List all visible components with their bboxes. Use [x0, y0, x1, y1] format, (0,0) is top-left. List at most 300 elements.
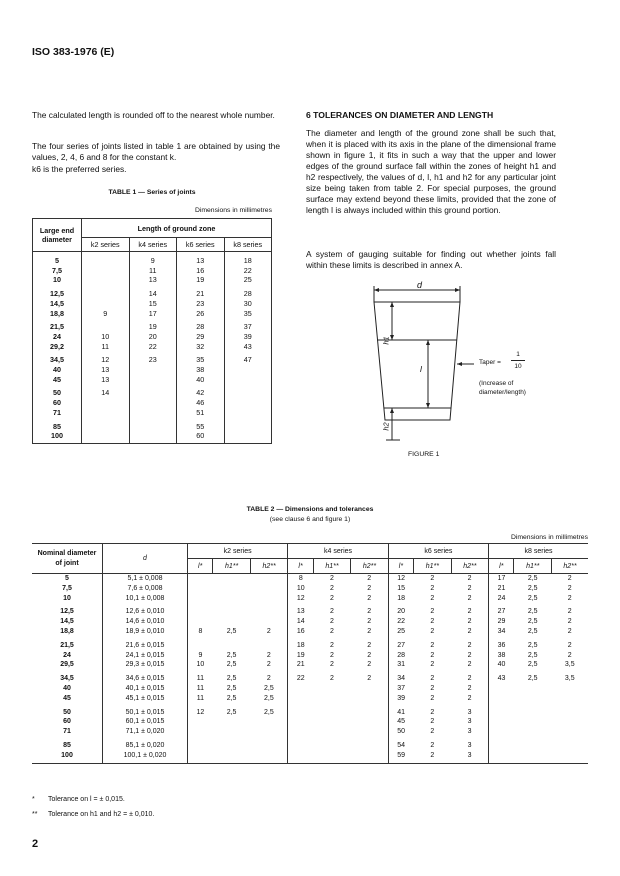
table2-cell: 9	[198, 651, 203, 659]
table2-cell	[489, 717, 514, 727]
table1-cell: 28	[177, 318, 225, 332]
table1-cell	[82, 266, 130, 276]
table2-cell: 2	[330, 594, 334, 602]
table1-cell: 32	[177, 342, 225, 352]
table1-diameter-cell: 14,5	[33, 299, 82, 309]
table2-cell	[551, 704, 588, 718]
table2-cell: 2	[430, 694, 435, 702]
table2-d-cell: 29,3 ± 0,015	[103, 660, 188, 670]
table2-d-cell: 45,1 ± 0,015	[103, 694, 188, 704]
table2-cell: 2,5	[527, 661, 538, 669]
table2-cell	[288, 717, 313, 727]
table1-row	[33, 408, 272, 418]
table1-cell: 46	[177, 398, 225, 408]
table2-cell: 2	[567, 575, 572, 582]
table2-subheader: h1**	[414, 559, 452, 574]
table2-col-nominal: Nominal diameter of joint	[32, 544, 103, 574]
table2-cell	[213, 727, 251, 737]
table1-row	[33, 398, 272, 408]
table2-cell: 2,5	[527, 618, 538, 626]
table2-cell	[489, 737, 514, 751]
table2-cell	[250, 584, 288, 594]
table2-cell: 2	[430, 627, 435, 635]
table2-cell: 2	[351, 574, 389, 584]
table2-cell: 2	[414, 751, 452, 763]
table2-subheader: h2**	[551, 559, 588, 574]
table2-cell: 2	[451, 684, 489, 694]
table2-row	[32, 670, 588, 684]
table2-subheader: h2**	[451, 559, 489, 574]
table1-cell: 35	[177, 351, 225, 365]
table2-cell: 3,5	[564, 661, 575, 669]
paragraph-preferred: k6 is the preferred series.	[32, 164, 127, 174]
table2-cell: 10	[296, 584, 305, 592]
table2-cell: 2,5	[527, 584, 538, 592]
table2-nominal-cell: 71	[32, 727, 103, 737]
table2-cell: 3	[451, 704, 489, 718]
figure1-taper-label: Taper =	[479, 359, 501, 366]
table1-cell	[82, 418, 130, 432]
table2-nominal-cell: 12,5	[32, 603, 103, 617]
table2-cell: 34	[497, 627, 506, 635]
table2-col-k6: k6 series	[388, 544, 488, 559]
figure1-taper-numerator: 1	[516, 351, 520, 358]
table1-diameter-cell: 10	[33, 275, 82, 285]
table2-d-cell: 10,1 ± 0,008	[103, 594, 188, 604]
table1-cell: 22	[224, 266, 272, 276]
table1-diameter-cell: 24	[33, 332, 82, 342]
table2-cell: 2,5	[250, 684, 288, 694]
table2-cell: 28	[397, 651, 406, 659]
table1-row	[33, 375, 272, 385]
table2-cell: 2	[351, 660, 389, 670]
table2-cell: 19	[296, 651, 305, 659]
table2-cell: 38	[497, 651, 506, 659]
table1-cell: 11	[82, 342, 130, 352]
table2-row	[32, 684, 588, 694]
table2-cell	[213, 603, 251, 617]
table2-cell	[250, 717, 288, 727]
table2-cell	[250, 603, 288, 617]
table2-cell	[188, 617, 213, 627]
table2-nominal-cell: 21,5	[32, 637, 103, 651]
table2-nominal-cell: 40	[32, 684, 103, 694]
table2-cell	[250, 594, 288, 604]
table2-cell	[313, 737, 351, 751]
table2-cell: 2,5	[250, 694, 288, 704]
table2-cell: 27	[397, 641, 406, 649]
table2-cell: 11	[196, 675, 205, 683]
table1-cell	[224, 365, 272, 375]
table1-cell	[129, 365, 177, 375]
table2-cell: 59	[388, 751, 413, 763]
table2-nominal-cell: 10	[32, 594, 103, 604]
table2-cell: 21	[497, 584, 506, 592]
table2-cell	[188, 717, 213, 727]
table2-cell: 2	[330, 575, 334, 582]
table2-cell: 2,5	[527, 608, 538, 616]
table2-cell: 2	[430, 594, 435, 602]
table1-diameter-cell: 71	[33, 408, 82, 418]
table2-nominal-cell: 45	[32, 694, 103, 704]
table1-cell: 14	[129, 285, 177, 299]
table2-cell	[514, 684, 552, 694]
table2-cell: 2	[330, 661, 334, 669]
table2-cell	[489, 751, 514, 763]
table1-diameter-cell: 5	[33, 252, 82, 266]
table2-cell: 11	[196, 694, 205, 702]
table1-cell: 23	[177, 299, 225, 309]
table2-cell: 45	[397, 718, 406, 726]
table2-subheader: h2**	[250, 559, 288, 574]
table1-col-length: Length of ground zone	[82, 219, 272, 238]
page-number: 2	[32, 838, 39, 850]
table2-col-d: d	[103, 544, 188, 574]
table2-cell	[489, 704, 514, 718]
table2-cell	[213, 617, 251, 627]
table1-cell	[82, 318, 130, 332]
paragraph-rounding: The calculated length is rounded off to the nearest whole number.	[32, 110, 275, 120]
table2-cell: 2,5	[226, 651, 237, 659]
table2-cell: 16	[296, 627, 305, 635]
footnote-2-text: Tolerance on h1 and h2 = ± 0,010.	[48, 811, 155, 818]
table2-cell	[351, 737, 389, 751]
table1-row	[33, 252, 272, 266]
table1-series-header: k4 series	[129, 238, 177, 252]
table2-cell	[288, 751, 313, 763]
table2-cell	[250, 751, 288, 763]
table2-cell	[188, 594, 213, 604]
table2-cell: 18	[397, 594, 406, 602]
table2-cell: 2	[250, 670, 288, 684]
table1-cell	[82, 408, 130, 418]
table1-diameter-cell: 12,5	[33, 285, 82, 299]
table2-cell	[313, 717, 351, 727]
table2-row	[32, 717, 588, 727]
table1-cell: 12	[82, 351, 130, 365]
table1-cell: 51	[177, 408, 225, 418]
table2-cell: 2	[567, 594, 572, 602]
table1-cell	[82, 275, 130, 285]
table1-cell: 17	[129, 309, 177, 319]
table2-nominal-cell: 7,5	[32, 584, 103, 594]
table1-cell: 21	[177, 285, 225, 299]
table1-cell	[129, 384, 177, 398]
table2-cell: 2	[430, 718, 435, 726]
table1-cell	[224, 408, 272, 418]
table2-d-cell: 18,9 ± 0,010	[103, 627, 188, 637]
table1-cell: 37	[224, 318, 272, 332]
table2-cell	[188, 727, 213, 737]
table1-row	[33, 332, 272, 342]
table2-subcaption: (see clause 6 and figure 1)	[269, 516, 351, 523]
table2-cell: 2	[430, 728, 435, 736]
table2-cell: 17	[497, 575, 506, 582]
table2-cell: 2	[250, 627, 288, 637]
table1-row	[33, 351, 272, 365]
table2-cell: 2,5	[226, 694, 237, 702]
table2-cell: 2,5	[527, 594, 538, 602]
table2-cell: 34	[397, 675, 406, 683]
table2-cell	[288, 694, 313, 704]
table2-row	[32, 727, 588, 737]
figure1-taper-fraction-bar	[511, 360, 525, 361]
table1-row	[33, 285, 272, 299]
table1-caption: TABLE 1 — Series of joints	[108, 189, 196, 196]
table2-cell	[213, 737, 251, 751]
table2-cell	[551, 717, 588, 727]
table2-cell: 12	[196, 708, 205, 716]
table2-cell: 2	[451, 637, 489, 651]
table2-row	[32, 603, 588, 617]
table1-cell: 47	[224, 351, 272, 365]
figure1-diagram	[360, 280, 560, 460]
table1-row	[33, 309, 272, 319]
table2-d-cell: 71,1 ± 0,020	[103, 727, 188, 737]
table1-cell: 60	[177, 431, 225, 443]
table2-cell	[351, 751, 389, 763]
table1-cell	[82, 431, 130, 443]
table1-diameter-cell: 85	[33, 418, 82, 432]
table2-cell: 11	[196, 684, 205, 692]
table2-d-cell: 40,1 ± 0,015	[103, 684, 188, 694]
table2-cell	[551, 751, 588, 763]
figure1-label-h2: h2	[381, 422, 391, 431]
table2-cell: 8	[198, 627, 203, 635]
table2-row	[32, 660, 588, 670]
table2-cell	[213, 751, 251, 763]
table1-diameter-cell: 40	[33, 365, 82, 375]
table2-cell: 40	[497, 661, 506, 669]
table2-cell	[213, 594, 251, 604]
table1-cell	[82, 398, 130, 408]
table2-cell	[188, 603, 213, 617]
table2-nominal-cell: 100	[32, 751, 103, 763]
table2-cell	[250, 727, 288, 737]
table2-cell	[313, 694, 351, 704]
table2-cell: 2	[430, 675, 435, 683]
table1-cell: 18	[224, 252, 272, 266]
table2-cell: 2	[430, 741, 435, 749]
table1-cell: 13	[82, 375, 130, 385]
table2-cell: 20	[397, 608, 406, 616]
table2-cell	[489, 727, 514, 737]
table2-cell: 2	[451, 584, 489, 594]
table1-row	[33, 266, 272, 276]
table2-cell: 12	[397, 575, 406, 582]
table2-cell: 2	[351, 617, 389, 627]
table2-cell	[313, 704, 351, 718]
table2-nominal-cell: 60	[32, 717, 103, 727]
paragraph-series: The four series of joints listed in table 1 are obtained by using the values, 2, 4, 6 and 8 for the constant k.	[32, 141, 280, 162]
table2-row	[32, 651, 588, 661]
table2-cell: 2,5	[226, 627, 237, 635]
table2-cell	[250, 737, 288, 751]
table1-row	[33, 384, 272, 398]
table1-diameter-cell: 100	[33, 431, 82, 443]
table2-cell: 3	[451, 727, 489, 737]
table1-cell: 9	[129, 252, 177, 266]
table1-cell: 11	[129, 266, 177, 276]
table2-nominal-cell: 85	[32, 737, 103, 751]
table2-cell	[188, 637, 213, 651]
table2-row	[32, 594, 588, 604]
table1-cell: 20	[129, 332, 177, 342]
table2-cell	[213, 574, 251, 584]
table2-cell: 2	[430, 661, 435, 669]
table2-row	[32, 617, 588, 627]
table2-cell: 27	[497, 608, 506, 616]
table2-cell: 21	[296, 661, 305, 669]
table2-cell: 3	[451, 751, 489, 763]
table2-cell: 2	[351, 584, 389, 594]
table1-diameter-cell: 29,2	[33, 342, 82, 352]
table2-d-cell: 14,6 ± 0,010	[103, 617, 188, 627]
table1-cell	[224, 384, 272, 398]
table2-subheader: h1**	[213, 559, 251, 574]
table1-cell: 23	[129, 351, 177, 365]
footnote-1-mark: *	[32, 796, 35, 803]
table2-cell: 31	[397, 661, 406, 669]
table2-d-cell: 21,6 ± 0,015	[103, 637, 188, 651]
table2-cell	[351, 704, 389, 718]
table1-cell	[129, 431, 177, 443]
table2-cell	[188, 737, 213, 751]
table1-cell	[82, 299, 130, 309]
table2-cell: 2	[430, 684, 435, 692]
table2-cell: 50	[397, 728, 406, 736]
table2-cell: 2	[451, 660, 489, 670]
table2-cell: 15	[397, 584, 406, 592]
table2-d-cell: 7,6 ± 0,008	[103, 584, 188, 594]
table2-dimensions-tolerances	[32, 543, 588, 764]
table1-cell: 10	[82, 332, 130, 342]
table2-cell	[489, 694, 514, 704]
figure1-caption: FIGURE 1	[408, 451, 440, 458]
figure1-note-line1: (Increase of	[479, 380, 514, 387]
table2-d-cell: 24,1 ± 0,015	[103, 651, 188, 661]
table2-cell: 3	[451, 737, 489, 751]
table2-cell: 36	[497, 641, 506, 649]
table2-cell: 2,5	[226, 684, 237, 692]
table1-cell: 26	[177, 309, 225, 319]
table2-cell	[514, 751, 552, 763]
table2-cell: 2	[351, 637, 389, 651]
table2-cell: 2	[567, 627, 572, 635]
figure1-label-l: l	[420, 364, 422, 374]
table1-cell	[224, 398, 272, 408]
table1-cell	[129, 398, 177, 408]
figure1-note-line2: diameter/length)	[479, 389, 526, 396]
table2-cell: 54	[397, 741, 406, 749]
table2-cell	[213, 584, 251, 594]
taper-frame	[374, 302, 460, 420]
table2-cell	[351, 727, 389, 737]
table2-cell: 14	[296, 618, 305, 626]
table2-cell	[313, 684, 351, 694]
section6-paragraph1: The diameter and length of the ground zone shall be such that, when it is placed with its axis in the plane of the dimensional frame shown in figure 1, it fits in such a way that the upper and lower edges of the ground surface fall within the zones of height h1 and h2 respectively, the values of d, l, h1 and h2 for any particular joint size being taken from table 2. For special purposes, the ground surface may extend beyond these limits, provided that the zone of length l is always included within this ground portion.	[306, 128, 556, 215]
figure1-label-h1: h1	[381, 336, 391, 345]
table2-cell: 2	[430, 651, 435, 659]
table2-cell	[288, 684, 313, 694]
table2-row	[32, 637, 588, 651]
table2-cell: 2	[430, 575, 435, 582]
table2-cell: 2,5	[527, 575, 538, 582]
table2-cell	[313, 727, 351, 737]
table2-cell: 22	[296, 675, 305, 683]
table1-cell: 22	[129, 342, 177, 352]
table2-cell: 2	[567, 651, 572, 659]
table2-subheader: h1**	[313, 559, 351, 574]
table2-row	[32, 627, 588, 637]
table2-cell: 2	[330, 627, 334, 635]
table2-row	[32, 694, 588, 704]
table1-cell: 39	[224, 332, 272, 342]
table2-cell: 2	[451, 694, 489, 704]
table1-cell	[224, 418, 272, 432]
table2-cell: 2	[567, 618, 572, 626]
table2-cell: 2,5	[527, 675, 538, 683]
table2-cell: 2	[330, 608, 334, 616]
table2-cell: 2	[250, 651, 288, 661]
table2-cell: 37	[397, 684, 406, 692]
table2-cell	[514, 737, 552, 751]
footnote-2-mark: **	[32, 811, 38, 818]
table2-cell: 2	[430, 584, 435, 592]
table2-d-cell: 12,6 ± 0,010	[103, 603, 188, 617]
table1-cell	[129, 375, 177, 385]
table2-cell: 2,5	[226, 661, 237, 669]
table2-cell: 2	[330, 641, 334, 649]
table2-cell	[288, 727, 313, 737]
table2-d-cell: 85,1 ± 0,020	[103, 737, 188, 751]
table2-d-cell: 60,1 ± 0,015	[103, 717, 188, 727]
table2-cell	[514, 727, 552, 737]
table2-cell: 2,5	[527, 627, 538, 635]
table1-cell: 13	[177, 252, 225, 266]
table1-cell: 19	[177, 275, 225, 285]
table2-cell: 24	[497, 594, 506, 602]
table2-nominal-cell: 18,8	[32, 627, 103, 637]
table2-cell: 2,5	[527, 651, 538, 659]
table2-row	[32, 751, 588, 763]
table2-cell: 2	[330, 584, 334, 592]
table2-cell: 2,5	[226, 708, 237, 716]
table1-row	[33, 431, 272, 443]
table2-cell: 2	[451, 670, 489, 684]
table1-col-large-end: Large end diameter	[33, 219, 82, 252]
table1-cell: 42	[177, 384, 225, 398]
table2-cell: 25	[397, 627, 406, 635]
table2-cell: 2,5	[250, 704, 288, 718]
table2-cell: 2	[451, 603, 489, 617]
table2-cell: 2	[567, 608, 572, 616]
table2-cell: 2	[351, 670, 389, 684]
table1-cell: 30	[224, 299, 272, 309]
table2-nominal-cell: 5	[32, 574, 103, 584]
table2-d-cell: 5,1 ± 0,008	[103, 574, 188, 584]
table1-cell: 14	[82, 384, 130, 398]
table2-cell	[351, 684, 389, 694]
table1-diameter-cell: 7,5	[33, 266, 82, 276]
table1-cell: 28	[224, 285, 272, 299]
table2-subheader: h1**	[514, 559, 552, 574]
footnote-1-text: Tolerance on l = ± 0,015.	[48, 796, 125, 803]
table2-cell: 2	[330, 651, 334, 659]
table2-cell	[514, 717, 552, 727]
table2-cell	[489, 684, 514, 694]
table1-diameter-cell: 45	[33, 375, 82, 385]
